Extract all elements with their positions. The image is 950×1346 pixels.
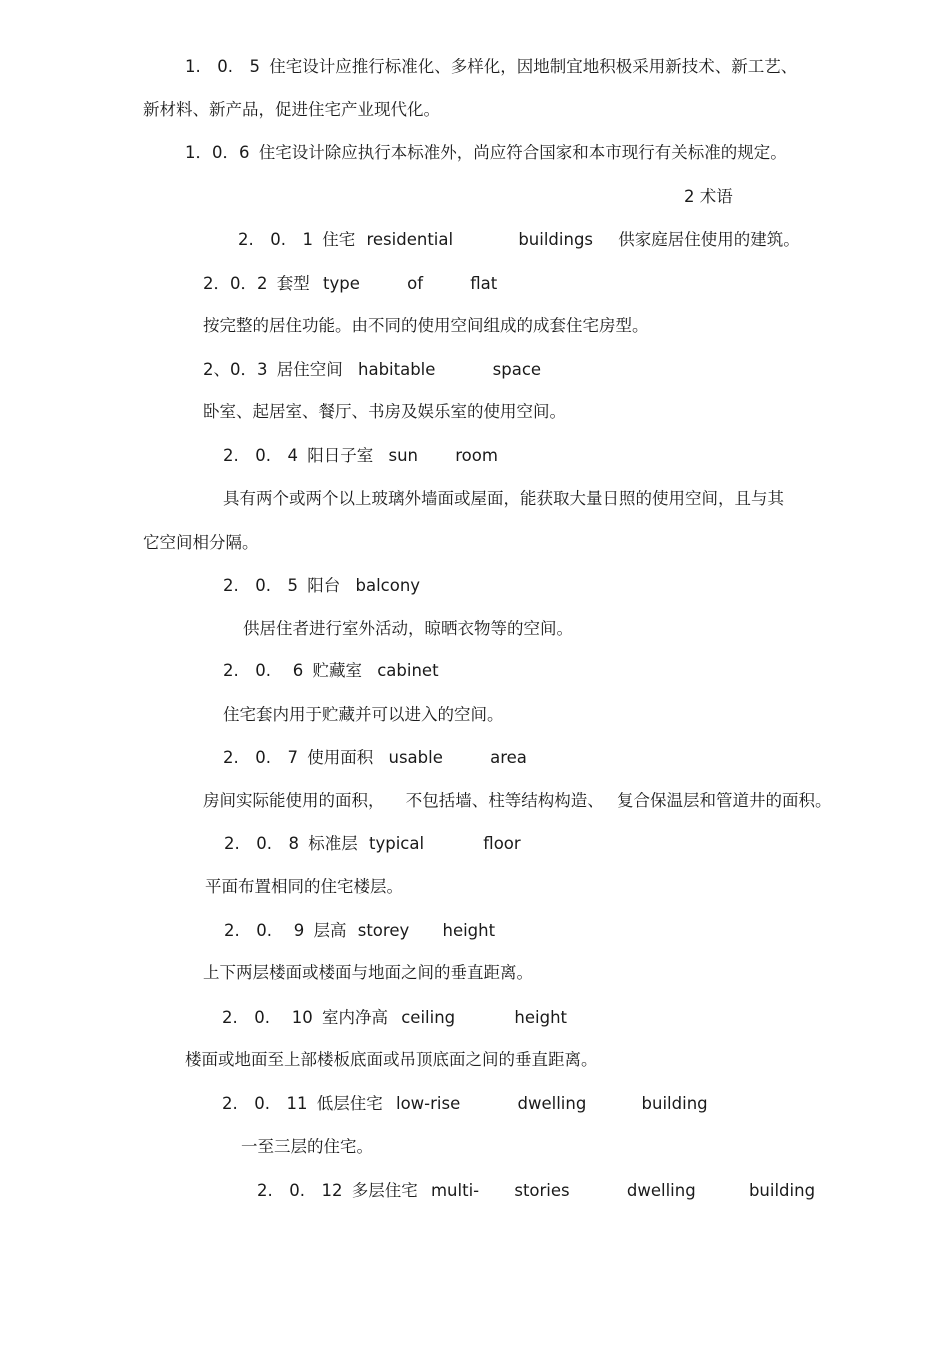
term-2-0-12 — [257, 1180, 815, 1202]
clause-text: 新材料、新产品，促进住宅产业现代化。 — [143, 100, 440, 119]
term-english: height — [442, 921, 496, 940]
term-number: 2. 0. 5 — [223, 576, 298, 595]
term-english: sun — [388, 446, 418, 465]
term-2-0-6-definition — [223, 704, 504, 726]
term-english: area — [490, 748, 527, 767]
term-definition: 它空间相分隔。 — [143, 533, 259, 552]
term-2-0-3 — [203, 359, 541, 381]
term-chinese: 标准层 — [308, 834, 358, 853]
term-english: building — [641, 1094, 708, 1113]
clause-text: 住宅设计应推行标准化、多样化，因地制宜地积极采用新技术、新工艺、 — [269, 57, 798, 76]
term-english: low-rise — [395, 1094, 461, 1113]
term-english: floor — [483, 834, 521, 853]
term-2-0-8-definition — [205, 876, 403, 898]
term-english: dwelling — [517, 1094, 587, 1113]
term-2-0-4 — [223, 445, 498, 467]
term-2-0-10 — [222, 1007, 567, 1029]
term-definition: 住宅套内用于贮藏并可以进入的空间。 — [223, 705, 504, 724]
term-english: typical — [368, 834, 425, 853]
term-number: 2. 0. 8 — [224, 834, 299, 853]
term-2-0-1 — [238, 229, 800, 251]
term-2-0-9-definition — [203, 962, 533, 984]
term-number: 2. 0. 10 — [222, 1008, 313, 1027]
term-number: 2. 0. 1 — [238, 230, 313, 249]
term-english: building — [748, 1181, 816, 1200]
term-english: cabinet — [377, 661, 439, 680]
term-2-0-4-definition — [223, 488, 784, 510]
term-number: 2. 0. 6 — [223, 661, 304, 680]
term-chinese: 贮藏室 — [312, 661, 362, 680]
term-2-0-4-definition-continued — [143, 532, 259, 554]
term-english: dwelling — [626, 1181, 696, 1200]
term-definition: 房间实际能使用的面积， — [203, 791, 385, 810]
term-definition: 具有两个或两个以上玻璃外墙面或屋面，能获取大量日照的使用空间，且与其 — [223, 489, 784, 508]
term-definition: 按完整的居住功能。由不同的使用空间组成的成套住宅房型。 — [203, 316, 649, 335]
term-2-0-7-definition — [203, 790, 832, 812]
term-chinese: 使用面积 — [307, 748, 374, 767]
term-english: flat — [470, 274, 498, 293]
term-english: buildings — [518, 230, 594, 249]
term-definition: 复合保温层和管道井的面积。 — [617, 791, 832, 810]
term-definition: 平面布置相同的住宅楼层。 — [205, 877, 403, 896]
term-english: habitable — [358, 360, 436, 379]
term-2-0-8 — [224, 833, 521, 855]
term-definition: 楼面或地面至上部楼板底面或吊顶底面之间的垂直距离。 — [185, 1050, 598, 1069]
term-2-0-11 — [222, 1093, 708, 1115]
term-chinese: 多层住宅 — [351, 1181, 418, 1200]
term-2-0-9 — [224, 920, 495, 942]
term-2-0-6 — [223, 660, 439, 682]
clause-1-0-5-continued — [143, 99, 440, 121]
term-number: 2．0．2 — [203, 274, 268, 293]
term-number: 2. 0. 12 — [257, 1181, 343, 1200]
term-chinese: 低层住宅 — [316, 1094, 383, 1113]
term-2-0-7 — [223, 747, 527, 769]
term-2-0-11-definition — [241, 1136, 373, 1158]
term-definition: 供居住者进行室外活动，晾晒衣物等的空间。 — [243, 619, 573, 638]
term-number: 2. 0. 4 — [223, 446, 298, 465]
term-2-0-2 — [203, 273, 497, 295]
term-definition: 供家庭居住使用的建筑。 — [618, 230, 800, 249]
term-2-0-5-definition — [243, 618, 573, 640]
term-chinese: 阳台 — [307, 576, 341, 595]
term-definition: 上下两层楼面或楼面与地面之间的垂直距离。 — [203, 963, 533, 982]
term-2-0-3-definition — [203, 401, 566, 423]
term-definition: 一至三层的住宅。 — [241, 1137, 373, 1156]
term-english: usable — [388, 748, 443, 767]
term-english: balcony — [355, 576, 421, 595]
term-chinese: 室内净高 — [321, 1008, 388, 1027]
section-heading: 2 术语 — [684, 187, 733, 206]
term-english: type — [323, 274, 360, 293]
term-number: 2. 0. 7 — [223, 748, 298, 767]
term-english: ceiling — [401, 1008, 456, 1027]
term-english: stories — [514, 1181, 570, 1200]
term-english: room — [455, 446, 498, 465]
term-english: storey — [357, 921, 410, 940]
clause-text: 住宅设计除应执行本标准外，尚应符合国家和本市现行有关标准的规定。 — [258, 143, 787, 162]
term-english: multi- — [430, 1181, 480, 1200]
term-2-0-10-definition — [185, 1049, 598, 1071]
clause-1-0-5 — [185, 56, 797, 78]
section-title — [684, 186, 733, 208]
term-chinese: 住宅 — [322, 230, 356, 249]
clause-1-0-6 — [185, 142, 787, 164]
term-definition: 不包括墙、柱等结构构造、 — [405, 791, 604, 810]
term-chinese: 居住空间 — [276, 360, 343, 379]
term-definition: 卧室、起居室、餐厅、书房及娱乐室的使用空间。 — [203, 402, 566, 421]
term-number: 2. 0. 9 — [224, 921, 305, 940]
term-2-0-2-definition — [203, 315, 649, 337]
term-english: residential — [366, 230, 454, 249]
term-english: height — [514, 1008, 567, 1027]
term-english: of — [407, 274, 424, 293]
term-chinese: 层高 — [313, 921, 347, 940]
term-chinese: 阳日子室 — [307, 446, 374, 465]
clause-number: 1．0．6 — [185, 143, 250, 162]
clause-number: 1. 0. 5 — [185, 57, 260, 76]
term-chinese: 套型 — [276, 274, 310, 293]
term-number: 2、0．3 — [203, 360, 268, 379]
term-2-0-5 — [223, 575, 420, 597]
term-english: space — [492, 360, 542, 379]
term-number: 2. 0. 11 — [222, 1094, 308, 1113]
